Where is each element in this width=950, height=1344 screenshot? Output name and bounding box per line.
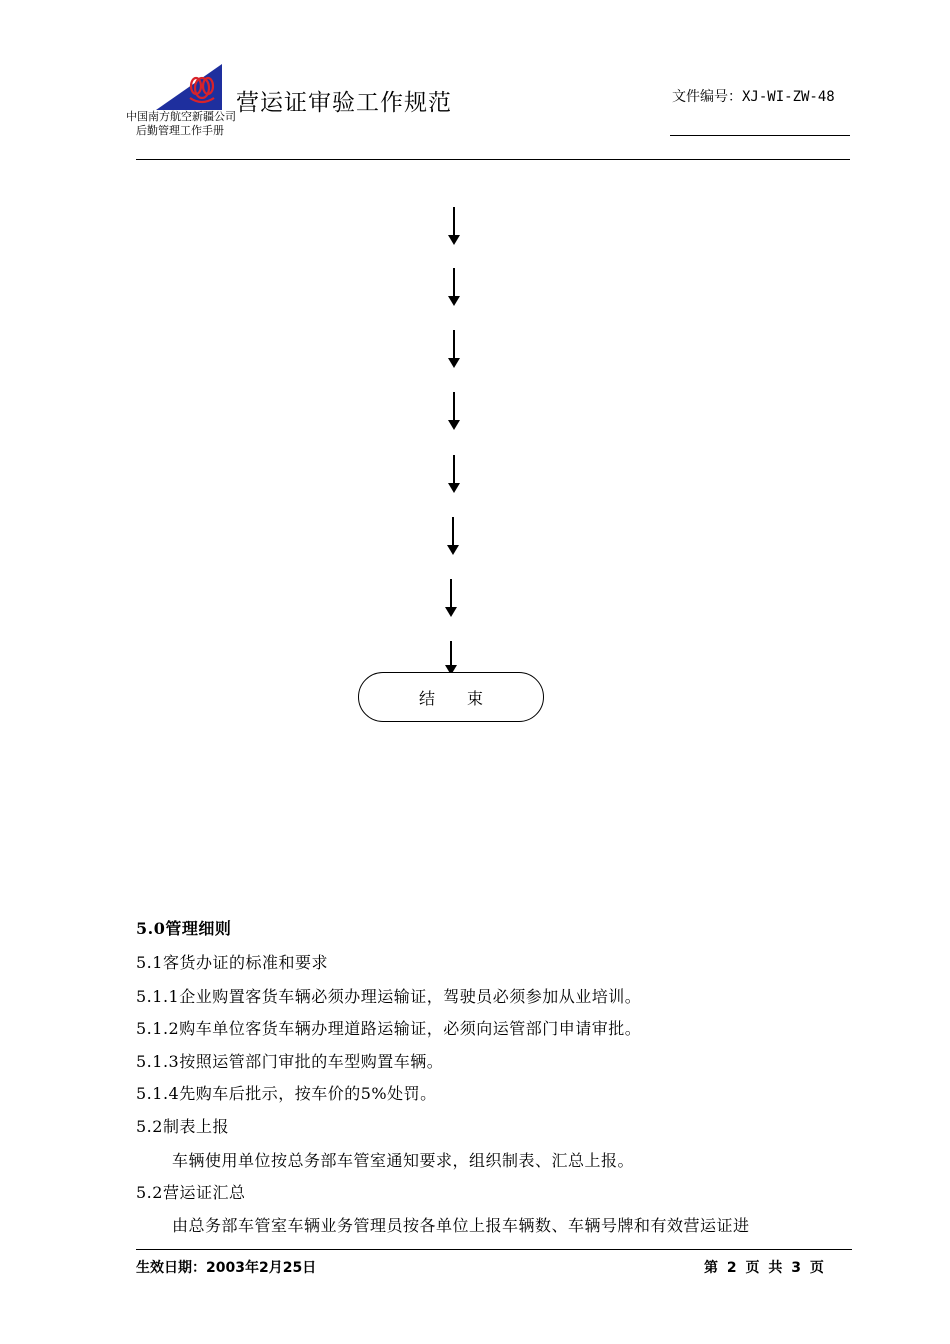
page-number: 第 2 页 共 3 页 [704, 1260, 824, 1276]
section-5-2-summary: 5.2营运证汇总 [136, 1183, 246, 1202]
section-5-2-summary-body: 由总务部车管室车辆业务管理员按各单位上报车辆数、车辆号牌和有效营运证进 [172, 1216, 750, 1235]
flow-arrow [447, 392, 461, 430]
flow-arrow [446, 517, 460, 555]
flow-arrow [444, 579, 458, 617]
file-number: 文件编号：XJ-WI-ZW-48 [672, 89, 835, 105]
section-5-2-report-body: 车辆使用单位按总务部车管室通知要求，组织制表、汇总上报。 [172, 1151, 635, 1170]
section-heading: 5.0管理细则 [136, 919, 232, 938]
company-logo-icon [152, 62, 226, 114]
flow-end-node [358, 672, 544, 722]
flow-arrow [447, 455, 461, 493]
section-5-1-1: 5.1.1企业购置客货车辆必须办理运输证，驾驶员必须参加从业培训。 [136, 987, 642, 1006]
document-title: 营运证审验工作规范 [236, 90, 452, 116]
section-5-1-3: 5.1.3按照运管部门审批的车型购置车辆。 [136, 1052, 444, 1071]
section-5-1-4: 5.1.4先购车后批示，按车价的5%处罚。 [136, 1084, 437, 1103]
footer-divider [136, 1249, 852, 1250]
company-line-1: 中国南方航空新疆公司 [126, 110, 236, 123]
flow-end-label: 结 束 [418, 688, 483, 708]
effective-date: 生效日期：2003年2月25日 [136, 1260, 317, 1276]
flow-arrow [447, 207, 461, 245]
flow-arrow [447, 330, 461, 368]
header-divider [136, 159, 850, 160]
company-line-2: 后勤管理工作手册 [136, 124, 224, 137]
section-5-2-report: 5.2制表上报 [136, 1117, 229, 1136]
section-5-1: 5.1客货办证的标准和要求 [136, 953, 328, 972]
file-number-underline [670, 135, 850, 136]
flow-arrow [447, 268, 461, 306]
flow-arrow [444, 641, 458, 675]
section-5-1-2: 5.1.2购车单位客货车辆办理道路运输证，必须向运管部门申请审批。 [136, 1019, 642, 1038]
company-name [126, 110, 236, 138]
